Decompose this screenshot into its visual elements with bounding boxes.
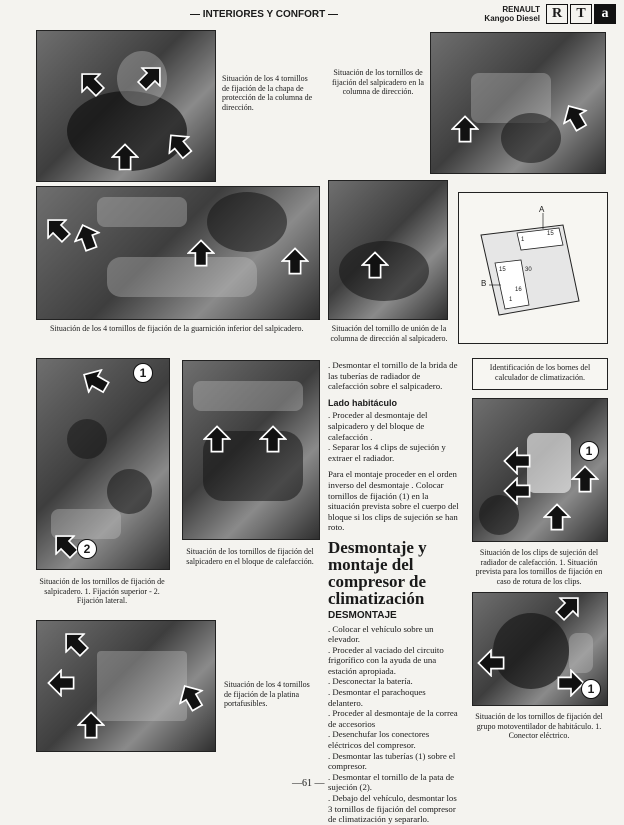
diagram-label-15b: 15 — [499, 267, 506, 273]
arrow-icon — [361, 251, 389, 279]
callout-number: 1 — [133, 363, 153, 383]
step-item: . Desmontar las tuberías (1) sobre el compresor. — [328, 750, 456, 772]
photo-heater-radiator-clips — [472, 398, 608, 542]
arrow-icon — [203, 425, 231, 453]
step-item: . Proceder al vaciado del circuito frigorífico con la ayuda de una estación apropiada. — [328, 644, 444, 676]
caption-lower-dash-trim: Situación de los 4 tornillos de fijación de la guarnición inferior del salpicadero. — [50, 324, 304, 333]
step-item: . Desmontar el parachoques delantero. — [328, 687, 426, 708]
photo-dash-heater-block — [182, 360, 320, 540]
photo-lower-dash-trim — [36, 186, 320, 320]
arrow-icon — [187, 239, 215, 267]
section-title: Desmontaje y montaje del compresor de climatización — [328, 537, 427, 608]
arrow-icon — [55, 623, 95, 663]
arrow-icon — [477, 649, 505, 677]
caption-heater-radiator-clips: Situación de los clips de sujeción del radiador de calefacción. 1. Situación prevista para los tornillos de fijación en caso de rotura de los clips. — [475, 548, 603, 586]
caption-calculator-terminals: Identificación de los bornes del calculador de climatización. — [489, 363, 591, 382]
subheading-desmontaje: DESMONTAJE — [328, 609, 397, 621]
step-item: . Proceder al desmontaje de la correa de accesorios — [328, 708, 458, 729]
caption-box-calculator — [472, 358, 608, 390]
step-list — [328, 624, 462, 825]
callout-number: 1 — [581, 679, 601, 699]
logo-letter-r: R — [546, 4, 568, 24]
diagram-label-b: B — [481, 279, 487, 288]
caption-dash-column-screws: Situación de los tornillos de fijación del salpicadero en la columna de dirección. — [332, 68, 424, 96]
caption-column-dash-screw: Situación del tornillo de unión de la columna de dirección al salpicadero. — [330, 324, 448, 343]
arrow-icon — [451, 115, 479, 143]
arrow-icon — [281, 247, 309, 275]
body-column — [328, 360, 462, 825]
step-item: . Debajo del vehículo, desmontar los 3 tornillos de fijación del compresor de climatización y separarlo. — [328, 793, 457, 825]
rta-logo — [546, 4, 616, 24]
arrow-icon — [503, 477, 531, 505]
subheading-lado-habitaculo: Lado habitáculo — [328, 397, 398, 408]
step-item: . Colocar el vehículo sobre un elevador. — [328, 623, 434, 645]
step-item: . Desconectar la batería. — [328, 676, 413, 687]
paragraph: Para el montaje proceder en el orden inverso del desmontaje . Colocar tornillos de fijación (1) en la situación prevista sobre el cuerpo del bloque si los clips de sujeción se han roto. — [328, 469, 459, 533]
arrow-icon — [76, 362, 114, 400]
photo-dash-upper-lateral — [36, 358, 170, 570]
photo-steering-column-cover — [36, 30, 216, 182]
arrow-icon — [47, 669, 75, 697]
callout-number: 2 — [77, 539, 97, 559]
caption-dash-heater-block: Situación de los tornillos de fijación del salpicadero en el bloque de calefacción. — [186, 547, 314, 566]
arrow-icon — [543, 503, 571, 531]
callout-number: 1 — [579, 441, 599, 461]
diagram-label-a: A — [539, 205, 545, 214]
page-number: —61 — — [292, 778, 325, 789]
photo-dash-column-screws — [430, 32, 606, 174]
arrow-icon — [503, 447, 531, 475]
diagram-label-1b: 1 — [509, 297, 513, 303]
step-item: . Desenchufar los conectores eléctricos del compresor. — [328, 729, 430, 751]
arrow-icon — [77, 711, 105, 739]
diagram-label-1a: 1 — [521, 237, 525, 243]
photo-fuse-plate — [36, 620, 216, 752]
photo-column-dash-screw — [328, 180, 448, 320]
arrow-icon — [556, 98, 594, 136]
arrow-icon — [259, 425, 287, 453]
caption-steering-column-cover: Situación de los 4 tornillos de fijación de la chapa de protección de la columna de dirección. — [222, 74, 313, 112]
arrow-icon — [571, 465, 599, 493]
calculator-diagram — [459, 193, 607, 343]
step-item: . Desmontar el tornillo de la pata de sujeción (2). — [328, 771, 455, 793]
section-header: — INTERIORES Y CONFORT — — [190, 9, 338, 20]
caption-fuse-plate: Situación de los 4 tornillos de fijación de la platina portafusibles. — [224, 680, 310, 708]
paragraph: . Proceder al desmontaje del salpicadero y del bloque de calefacción . — [328, 410, 428, 442]
diagram-label-30: 30 — [525, 267, 532, 273]
brand-label: RENAULT — [502, 5, 540, 14]
caption-dash-upper-lateral: Situación de los tornillos de fijación de salpicadero. 1. Fijación superior - 2. Fijación lateral. — [39, 577, 165, 605]
diagram-label-16: 16 — [515, 287, 522, 293]
logo-letter-t: T — [570, 4, 592, 24]
paragraph: . Separar los 4 clips de sujeción y extraer el radiador. — [328, 442, 446, 463]
paragraph: . Desmontar el tornillo de la brida de las tuberías de radiador de calefacción sobre el salpicadero. — [328, 360, 458, 392]
diagram-climate-calculator — [458, 192, 608, 344]
model-label: Kangoo Diesel — [484, 14, 540, 23]
caption-blower-motor: Situación de los tornillos de fijación del grupo motoventilador de habitáculo. 1. Conector eléctrico. — [475, 712, 603, 740]
logo-letter-a: a — [594, 4, 616, 24]
diagram-label-15a: 15 — [547, 231, 554, 237]
arrow-icon — [111, 143, 139, 171]
photo-blower-motor — [472, 592, 608, 706]
